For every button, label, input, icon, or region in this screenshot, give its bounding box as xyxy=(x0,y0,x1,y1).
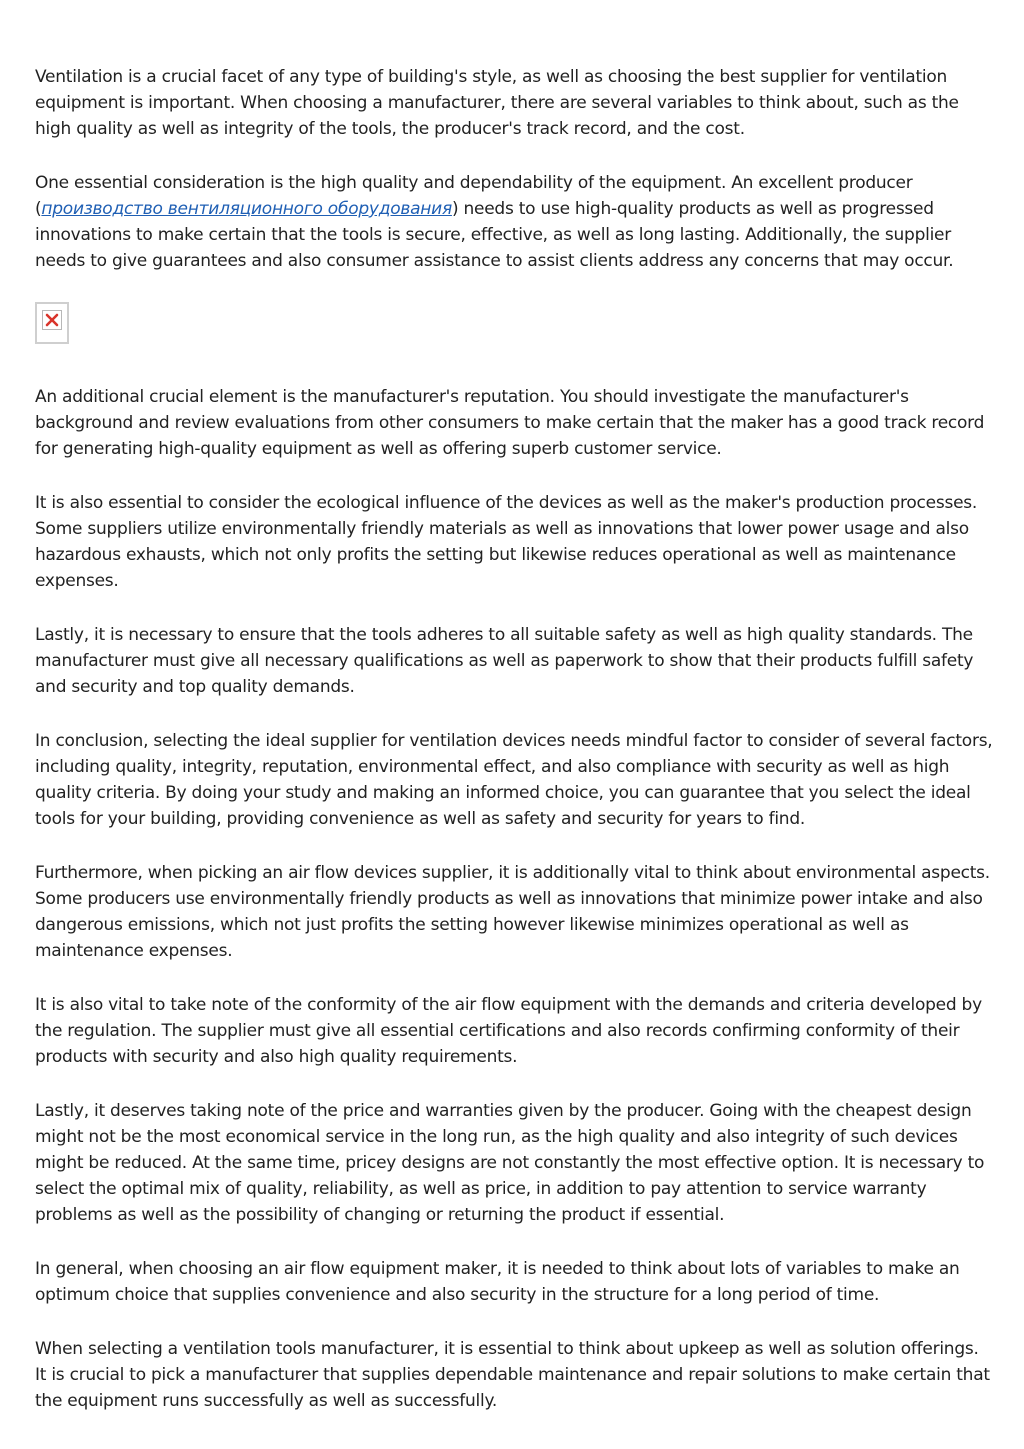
paragraph-reputation: An additional crucial element is the manufacturer's reputation. You should investigate the manufacturer's background and review evaluations from other consumers to make certain that the maker has a good track record for generating high-quality equipment as well as offering superb customer service. xyxy=(35,387,985,459)
red-x-icon xyxy=(45,313,59,327)
paragraph-quality xyxy=(35,170,994,274)
paragraph-safety: Lastly, it is necessary to ensure that the tools adheres to all suitable safety as well as high quality standards. The manufacturer must give all necessary qualifications as well as paperwork to show that their products fulfill safety and security and top quality demands. xyxy=(35,625,974,697)
paragraph-price: Lastly, it deserves taking note of the price and warranties given by the producer. Going with the cheapest design might not be the most economical service in the long run, as the high quality and also integrity of such devices might be reduced. At the same time, pricey designs are not constantly the most effective option. It is necessary to select the optimal mix of quality, reliability, as well as price, in addition to pay attention to service warranty problems as well as the possibility of changing or returning the product if essential. xyxy=(35,1101,985,1225)
paragraph-conclusion: In conclusion, selecting the ideal supplier for ventilation devices needs mindful factor to consider of several factors, including quality, integrity, reputation, environmental effect, and also compliance with security as well as high quality criteria. By doing your study and making an informed choice, you can guarantee that you select the ideal tools for your building, providing convenience as well as safety and security for years to find. xyxy=(35,731,993,829)
paragraph-quality-after: ) needs to use high-quality products as well as progressed innovations to make certain that the tools is secure, effective, as well as long lasting. Additionally, the supplier needs to give guarantees and also consumer assistance to assist clients address any concerns that may occur. xyxy=(35,199,954,271)
ventilation-production-link[interactable]: производство вентиляционного оборудования xyxy=(41,199,452,219)
paragraph-ecological: It is also essential to consider the ecological influence of the devices as well as the maker's production processes. Some suppliers utilize environmentally friendly materials as well as innovations that lower power usage and also hazardous exhausts, which not only profits the setting but likewise reduces operational as well as maintenance expenses. xyxy=(35,493,978,591)
paragraph-environmental: Furthermore, when picking an air flow devices supplier, it is additionally vital to think about environmental aspects. Some producers use environmentally friendly products as well as innovations that minimize power intake and also dangerous emissions, which not just profits the setting however likewise minimizes operational as well as maintenance expenses. xyxy=(35,863,990,961)
broken-image-frame xyxy=(42,310,62,330)
paragraph-maintenance: When selecting a ventilation tools manufacturer, it is essential to think about upkeep as well as solution offerings. It is crucial to pick a manufacturer that supplies dependable maintenance and repair solutions to make certain that the equipment runs successfully as well as successfully. xyxy=(35,1339,990,1411)
paragraph-intro: Ventilation is a crucial facet of any type of building's style, as well as choosing the best supplier for ventilation equipment is important. When choosing a manufacturer, there are several variables to think about, such as the high quality as well as integrity of the tools, the producer's track record, and the cost. xyxy=(35,67,959,139)
paragraph-conformity: It is also vital to take note of the conformity of the air flow equipment with the demands and criteria developed by the regulation. The supplier must give all essential certifications and also records confirming conformity of their products with security and also high quality requirements. xyxy=(35,995,982,1067)
paragraph-quality-before: One essential consideration is the high quality and dependability of the equipment. An excellent producer ( xyxy=(35,173,913,219)
broken-image-icon xyxy=(35,302,69,344)
paragraph-general: In general, when choosing an air flow equipment maker, it is needed to think about lots of variables to make an optimum choice that supplies convenience and also security in the structure for a long period of time. xyxy=(35,1259,960,1305)
